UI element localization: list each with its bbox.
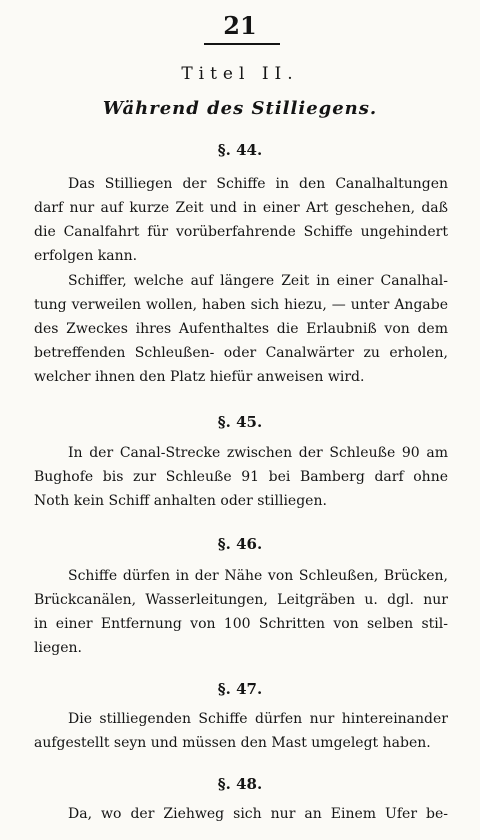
text-line: liegen.	[34, 640, 82, 656]
paragraph-44-1	[34, 172, 448, 268]
text-line: Noth kein Schiff anhalten oder stilliegen.	[34, 493, 327, 509]
text-line: erfolgen kann.	[34, 248, 138, 264]
paragraph-47-1	[34, 707, 448, 755]
paragraph-46-1	[34, 564, 448, 660]
text-line: Bughofe bis zur Schleuße 91 bei Bamberg darf ohne	[34, 469, 448, 485]
part-subtitle: Während des Stilliegens.	[102, 98, 378, 119]
text-line: welcher ihnen den Platz hiefür anweisen wird.	[34, 369, 365, 385]
text-line: Schiffe dürfen in der Nähe von Schleußen, Brücken,	[68, 568, 448, 584]
section-heading-48: §. 48.	[217, 775, 263, 793]
section-heading-46: §. 46.	[217, 535, 263, 553]
text-line: Schiffer, welche auf längere Zeit in einer Canalhal-	[68, 273, 448, 289]
text-line: Brückcanälen, Wasserleitungen, Leitgräben u. dgl. nur	[34, 592, 448, 608]
part-title: Titel II.	[181, 64, 299, 84]
text-line: In der Canal-Strecke zwischen der Schleuße 90 am	[68, 445, 448, 461]
text-line: darf nur auf kurze Zeit und in einer Art geschehen, daß	[34, 200, 448, 216]
page-number: 21	[223, 11, 257, 40]
header-rule	[204, 43, 280, 45]
section-heading-44: §. 44.	[217, 141, 263, 159]
text-line: tung verweilen wollen, haben sich hiezu, — unter Angabe	[34, 297, 448, 313]
section-heading-45: §. 45.	[217, 413, 263, 431]
text-line: die Canalfahrt für vorüberfahrende Schiffe ungehindert	[34, 224, 448, 240]
paragraph-45-1	[34, 441, 448, 513]
text-line: Da, wo der Ziehweg sich nur an Einem Ufer be-	[68, 806, 448, 822]
text-line: aufgestellt seyn und müssen den Mast umgelegt haben.	[34, 735, 431, 751]
text-line: des Zweckes ihres Aufenthaltes die Erlaubniß von dem	[34, 321, 448, 337]
paragraph-44-2	[34, 269, 448, 389]
text-line: Die stilliegenden Schiffe dürfen nur hintereinander	[68, 711, 448, 727]
paragraph-48-1	[34, 802, 448, 826]
text-line: betreffenden Schleußen- oder Canalwärter zu erholen,	[34, 345, 448, 361]
text-line: in einer Entfernung von 100 Schritten von selben stil-	[34, 616, 448, 632]
section-heading-47: §. 47.	[217, 680, 263, 698]
text-line: Das Stilliegen der Schiffe in den Canalhaltungen	[68, 176, 448, 192]
